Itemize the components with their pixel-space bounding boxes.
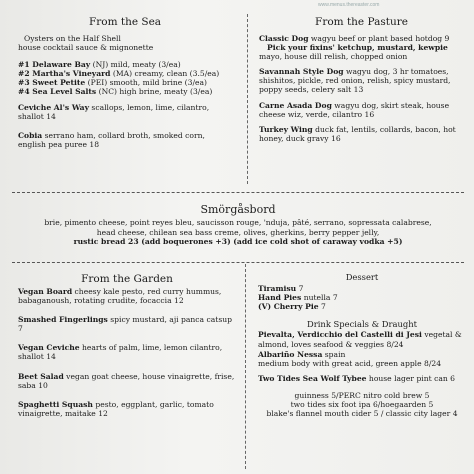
savannah-dog-item: Savannah Style Dog wagyu dog, 3 hr tomatoes, shishitos, pickle, red onion, relish, spicy mustard, poppy seeds, celery salt 13	[259, 67, 451, 95]
cobia-item: Cobia serrano ham, collard broth, smoked corn, english pea puree 18	[18, 130, 205, 149]
ceviche-item: Ceviche Al's Way scallops, lemon, lime, cilantro, shallot 14	[18, 102, 210, 121]
smorgasbord-section	[14, 203, 462, 247]
top-column-divider	[247, 14, 248, 184]
draught-list	[258, 391, 466, 418]
draught-item: two tides six foot ipa 6/hoegaarden 5	[290, 400, 434, 410]
drinks-title: Drink Specials & Draught	[307, 319, 417, 330]
vegan-ceviche-item: Vegan Ceviche hearts of palm, lime, lemon cilantro, shallot 14	[18, 343, 223, 362]
bottom-column-divider	[245, 264, 246, 469]
pasture-section	[259, 16, 464, 148]
draught-item: blake's flannel mouth cider 5 / classic city lager 4	[266, 409, 458, 419]
middle-divider	[12, 262, 464, 263]
dessert-title: Dessert	[345, 272, 379, 282]
oyster-list	[18, 60, 232, 96]
pievalta-item: Pievalta, Verdicchio del Castelli di Jesi vegetal & almond, loves seafood & veggies 8/24	[258, 330, 462, 349]
dessert-item: (V) Cherry Pie 7	[258, 302, 326, 312]
garden-title: From the Garden	[81, 273, 173, 285]
spaghetti-squash-item: Spaghetti Squash pesto, eggplant, garlic, tomato vinaigrette, maitake 12	[18, 399, 214, 418]
vegan-board-item: Vegan Board cheesy kale pesto, red curry hummus, babaganoush, rotating crudite, focaccia 12	[18, 287, 222, 306]
dessert-drinks-section	[258, 273, 466, 418]
fixins-label: Pick your fixins' ketchup, mustard, kewpie	[267, 43, 448, 53]
oyster-item: #1 Delaware Bay (NJ) mild, meaty (3/ea)	[18, 60, 181, 70]
oyster-item: #2 Martha's Vineyard (MA) creamy, clean (3.5/ea)	[18, 69, 220, 79]
albarino-item: Albariño Nessa spain medium body with great acid, green apple 8/24	[258, 350, 466, 368]
garden-section	[18, 273, 236, 423]
oysters-desc: house cocktail sauce & mignonette	[18, 43, 154, 53]
oyster-item: #4 Sea Level Salts (NC) high brine, meaty (3/ea)	[18, 87, 213, 97]
two-tides-item: Two Tides Sea Wolf Tybee house lager pint can 6	[258, 373, 456, 383]
oyster-item: #3 Sweet Petite (PEI) smooth, mild brine (3/ea)	[18, 78, 208, 88]
smashed-fingerlings-item: Smashed Fingerlings spicy mustard, aji panca catsup 7	[18, 315, 232, 334]
classic-dog-item: Classic Dog wagyu beef or plant based hotdog 9 Pick your fixins' ketchup, mustard, kewpie mayo, house dill relish, chopped onion	[259, 34, 464, 61]
sea-section	[18, 16, 232, 154]
fixins-desc: mayo, house dill relish, chopped onion	[259, 52, 408, 62]
dessert-item: Tiramisu 7	[258, 284, 304, 294]
smorgasbord-line2: head cheese, chilean sea bass creme, olives, gherkins, berry pepper jelly,	[96, 227, 380, 237]
pasture-title: From the Pasture	[315, 16, 408, 28]
smorgasbord-title: Smörgåsbord	[200, 203, 276, 216]
turkey-wing-item: Turkey Wing duck fat, lentils, collards, bacon, hot honey, duck gravy 16	[259, 124, 456, 143]
top-divider	[12, 192, 464, 193]
sea-title: From the Sea	[88, 16, 162, 28]
draught-item: guinness 5/PERC nitro cold brew 5	[294, 390, 430, 400]
albarino-note: medium body with great acid, green apple 8/24	[258, 358, 442, 368]
smorgasbord-line1: brie, pimento cheese, point reyes bleu, saucisson rouge, 'nduja, pâté, serrano, sopressata calabrese,	[44, 218, 432, 227]
dessert-item: Hand Pies nutella 7	[258, 293, 338, 303]
oysters-name: Oysters on the Half Shell	[24, 34, 121, 43]
oysters-item	[18, 34, 232, 52]
carne-dog-item: Carne Asada Dog wagyu dog, skirt steak, house cheese wiz, verde, cilantro 16	[259, 100, 450, 119]
rustic-bread-item: rustic bread 23 (add boquerones +3) (add ice cold shot of caraway vodka +5)	[73, 237, 403, 247]
watermark: www.menus.thereaster.com	[318, 2, 380, 8]
beet-salad-item: Beet Salad vegan goat cheese, house vinaigrette, frise, saba 10	[18, 371, 235, 390]
